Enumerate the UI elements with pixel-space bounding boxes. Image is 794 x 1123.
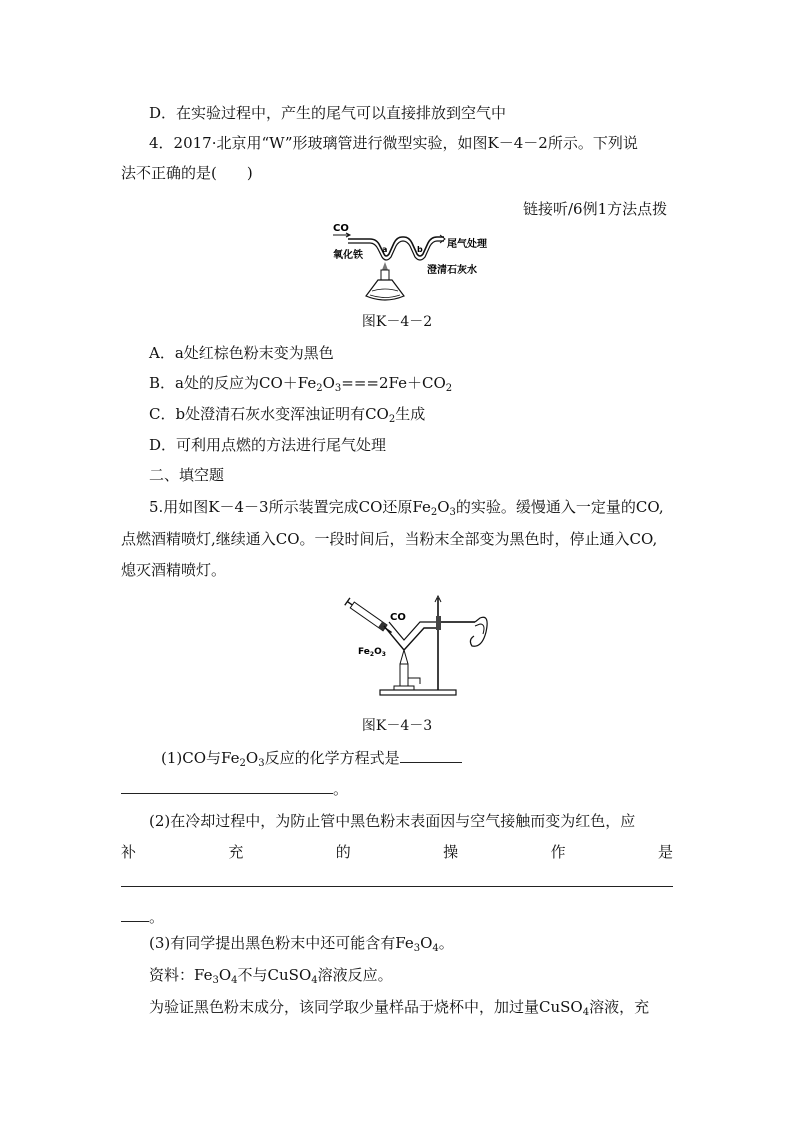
fig1-label-b: b	[417, 245, 423, 254]
fig2-label-fe2o3: $Fe_2O_3$	[358, 647, 386, 658]
q4-stem-line2: 法不正确的是( )	[121, 164, 253, 182]
q5-info: 资料：$Fe_3O_4$不与CuSO$_4$溶液反应。	[149, 966, 393, 986]
fig1-label-iron-oxide: 氧化铁	[333, 250, 363, 261]
q4-option-d: D．可利用点燃的方法进行尾气处理	[149, 436, 387, 454]
q5-sub2-continuation: 。	[121, 907, 164, 927]
q5-stem-line1: 5.用如图K－4－3所示装置完成CO还原$Fe_2O_3$的实验。缓慢通入一定量的CO,	[149, 498, 664, 518]
q5-sub2-answer-blank[interactable]	[121, 907, 149, 922]
q4-option-b: B．a处的反应为$CO+Fe_2O_3===2Fe+CO_2$	[149, 374, 453, 394]
q5-sub1-continuation: 。	[121, 779, 348, 799]
figure-k-4-3-caption: 图K－4－3	[361, 718, 433, 734]
q4-stem-line1: 4．2017·北京用“W”形玻璃管进行微型实验，如图K－4－2所示。下列说	[149, 134, 638, 152]
q5-sub1-answer-blank-2[interactable]	[121, 779, 333, 794]
q5-sub1: (1)CO与$Fe_2O_3$反应的化学方程式是	[161, 748, 462, 774]
section-title: 二、填空题	[149, 466, 225, 484]
q5-stem-line3: 熄灭酒精喷灯。	[121, 561, 227, 579]
q3-option-d: D．在实验过程中，产生的尾气可以直接排放到空气中	[149, 104, 507, 122]
q5-sub2-answer-line[interactable]	[121, 886, 673, 887]
q5-sub3: (3)有同学提出黑色粉末中还可能含有$Fe_3O_4$。	[149, 934, 454, 954]
figure-co-reduction-apparatus	[340, 588, 500, 703]
figure-w-tube-apparatus	[330, 218, 510, 308]
q5-verify: 为验证黑色粉末成分，该同学取少量样品于烧杯中，加过量CuSO$_4$溶液，充	[149, 998, 650, 1018]
fig1-label-limewater: 澄清石灰水	[427, 265, 477, 276]
q5-sub2-line1: (2)在冷却过程中，为防止管中黑色粉末表面因与空气接触而变为红色，应	[149, 812, 636, 830]
fig1-label-tail-gas: 尾气处理	[447, 239, 487, 250]
fig2-label-co: CO	[390, 612, 406, 623]
fig1-label-co: CO	[333, 223, 349, 234]
figure-k-4-2-caption: 图K－4－2	[361, 314, 433, 330]
q4-link[interactable]: 链接听/6例1方法点拨	[523, 200, 668, 218]
q5-sub1-answer-blank[interactable]	[400, 748, 462, 763]
q4-option-c: C．b处澄清石灰水变浑浊证明有$CO_2$生成	[149, 405, 426, 425]
q5-sub2-spread-line: 补 充 的 操 作 是	[121, 843, 673, 861]
q5-stem-line2: 点燃酒精喷灯,继续通入CO。一段时间后，当粉末全部变为黑色时，停止通入CO,	[121, 530, 658, 548]
q4-option-a: A．a处红棕色粉末变为黑色	[149, 344, 334, 362]
fig1-label-a: a	[382, 245, 388, 254]
